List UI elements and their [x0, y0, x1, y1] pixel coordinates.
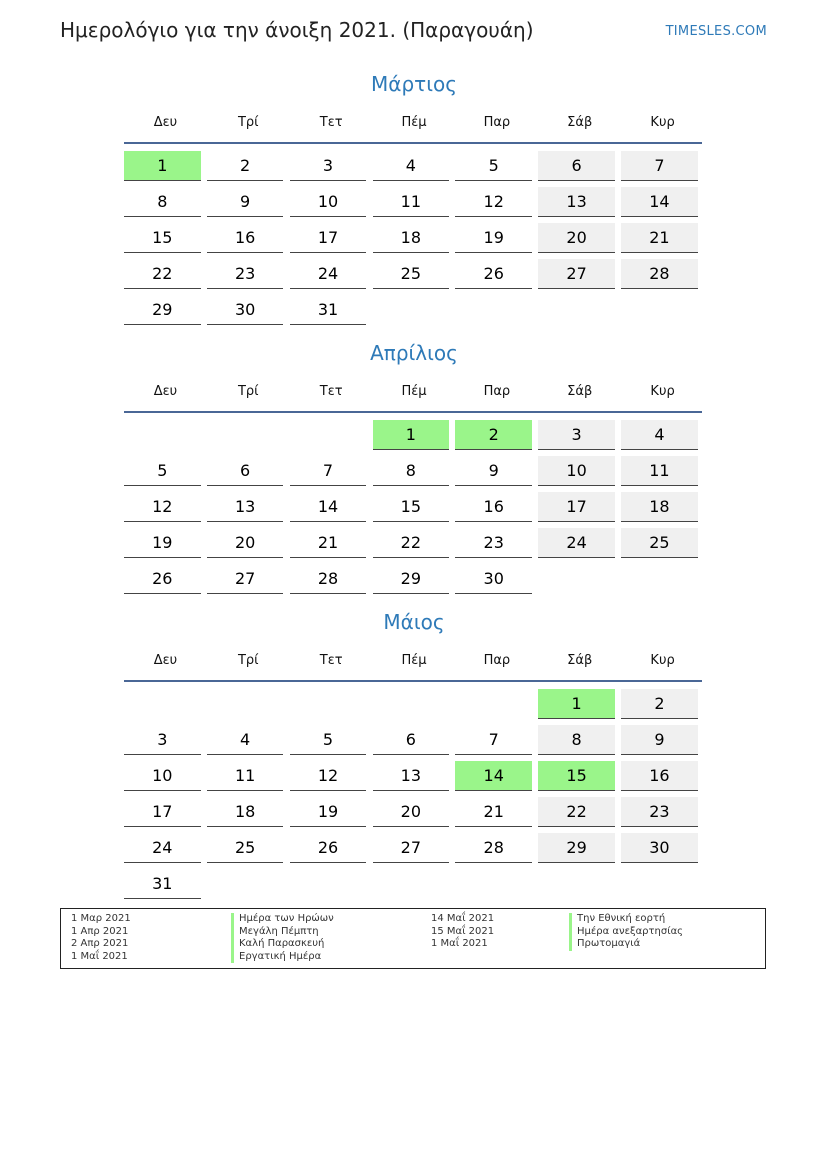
site-name[interactable]: TIMESLES.COM [665, 24, 767, 39]
day-cell[interactable]: 27 [373, 833, 450, 863]
weekday-label: Παρ [483, 652, 511, 668]
legend-holiday-name: Ημέρα των Ηρώων [231, 913, 334, 926]
weekday-label: Τετ [319, 652, 343, 668]
empty-day-cell [538, 295, 615, 324]
week-row [124, 222, 704, 258]
legend-date: 1 Μαΐ 2021 [71, 950, 128, 962]
day-cell[interactable]: 21 [621, 223, 698, 253]
weekday-label: Πέμ [401, 652, 427, 668]
month-block [124, 70, 704, 330]
empty-day-cell [207, 420, 284, 449]
weekday-label: Τρί [237, 114, 259, 130]
day-cell[interactable]: 25 [621, 528, 698, 558]
day-cell[interactable]: 11 [621, 456, 698, 486]
day-cell[interactable]: 12 [290, 761, 367, 791]
weekday-label: Τρί [237, 383, 259, 399]
empty-day-cell [538, 869, 615, 898]
month-name: Μάιος [383, 610, 445, 634]
day-cell[interactable]: 19 [124, 528, 201, 558]
weekday-label: Σάβ [567, 383, 593, 399]
day-cell[interactable]: 24 [538, 528, 615, 558]
holiday-legend [60, 908, 766, 969]
day-cell[interactable]: 16 [455, 492, 532, 522]
day-cell[interactable]: 4 [621, 420, 698, 450]
day-cell[interactable]: 1 [124, 151, 201, 181]
day-cell[interactable]: 28 [621, 259, 698, 289]
day-cell[interactable]: 17 [124, 797, 201, 827]
weekday-label: Κυρ [650, 114, 675, 130]
weekday-label: Πέμ [401, 383, 427, 399]
day-cell[interactable]: 23 [207, 259, 284, 289]
empty-day-cell [455, 295, 532, 324]
week-row [124, 527, 704, 563]
weekday-label: Τετ [319, 383, 343, 399]
empty-day-cell [621, 295, 698, 324]
legend-date: 15 Μαΐ 2021 [431, 925, 495, 937]
day-cell[interactable]: 12 [124, 492, 201, 522]
week-row [124, 294, 704, 330]
day-cell[interactable]: 6 [373, 725, 450, 755]
empty-day-cell [124, 689, 201, 718]
day-cell[interactable]: 8 [124, 187, 201, 217]
weekday-header [124, 644, 704, 676]
day-cell[interactable]: 5 [124, 456, 201, 486]
day-cell[interactable]: 14 [290, 492, 367, 522]
day-cell[interactable]: 3 [538, 420, 615, 450]
day-cell[interactable]: 1 [373, 420, 450, 450]
day-cell[interactable]: 14 [455, 761, 532, 791]
legend-holiday-name: Ημέρα ανεξαρτησίας [569, 926, 683, 939]
week-row [124, 688, 704, 724]
day-cell[interactable]: 30 [455, 564, 532, 594]
day-cell[interactable]: 9 [621, 725, 698, 755]
day-cell[interactable]: 29 [538, 833, 615, 863]
day-cell[interactable]: 17 [538, 492, 615, 522]
day-cell[interactable]: 23 [455, 528, 532, 558]
week-row [124, 796, 704, 832]
legend-date: 1 Μαΐ 2021 [431, 938, 488, 949]
day-cell[interactable]: 19 [455, 223, 532, 253]
weekday-label: Σάβ [567, 114, 593, 130]
weekday-label: Σάβ [567, 652, 593, 668]
day-cell[interactable]: 9 [207, 187, 284, 217]
week-row [124, 150, 704, 186]
empty-day-cell [455, 689, 532, 718]
week-row [124, 491, 704, 527]
day-cell[interactable]: 15 [538, 761, 615, 791]
day-cell[interactable]: 7 [290, 456, 367, 486]
day-cell[interactable]: 28 [290, 564, 367, 594]
legend-date: 2 Απρ 2021 [71, 938, 129, 949]
day-cell[interactable]: 13 [538, 187, 615, 217]
week-row [124, 724, 704, 760]
empty-day-cell [124, 420, 201, 449]
weekday-label: Παρ [483, 383, 511, 399]
legend-holiday-name: Καλή Παρασκευή [231, 938, 334, 951]
month-block [124, 339, 704, 599]
weekday-label: Κυρ [650, 383, 675, 399]
day-cell[interactable]: 26 [290, 833, 367, 863]
day-cell[interactable]: 16 [207, 223, 284, 253]
empty-day-cell [290, 689, 367, 718]
empty-day-cell [538, 564, 615, 593]
day-cell[interactable]: 28 [455, 833, 532, 863]
day-cell[interactable]: 6 [207, 456, 284, 486]
page-title: Ημερολόγιο για την άνοιξη 2021. (Παραγουάη) [60, 18, 534, 42]
week-row [124, 832, 704, 868]
week-row [124, 563, 704, 599]
day-cell[interactable]: 21 [290, 528, 367, 558]
day-cell[interactable]: 9 [455, 456, 532, 486]
day-cell[interactable]: 10 [290, 187, 367, 217]
day-cell[interactable]: 2 [455, 420, 532, 450]
weekday-label: Πέμ [401, 114, 427, 130]
day-cell[interactable]: 14 [621, 187, 698, 217]
day-cell[interactable]: 17 [290, 223, 367, 253]
day-cell[interactable]: 10 [538, 456, 615, 486]
day-cell[interactable]: 22 [373, 528, 450, 558]
header-divider [124, 680, 702, 682]
weekday-label: Παρ [483, 114, 511, 130]
day-cell[interactable]: 8 [538, 725, 615, 755]
legend-date: 14 Μαΐ 2021 [431, 913, 495, 924]
day-cell[interactable]: 5 [455, 151, 532, 181]
weekday-header [124, 375, 704, 407]
day-cell[interactable]: 27 [538, 259, 615, 289]
month-name: Απρίλιος [370, 341, 458, 365]
weekday-label: Τετ [319, 114, 343, 130]
week-row [124, 868, 704, 904]
day-cell[interactable]: 23 [621, 797, 698, 827]
legend-date: 1 Απρ 2021 [71, 925, 129, 937]
legend-holiday-name: Πρωτομαγιά [569, 938, 683, 951]
empty-day-cell [621, 869, 698, 898]
week-row [124, 419, 704, 455]
day-cell[interactable]: 3 [124, 725, 201, 755]
day-cell[interactable]: 3 [290, 151, 367, 181]
month-block [124, 608, 704, 904]
weekday-label: Δευ [153, 652, 178, 668]
day-cell[interactable]: 21 [455, 797, 532, 827]
empty-day-cell [290, 869, 367, 898]
empty-day-cell [373, 869, 450, 898]
day-cell[interactable]: 27 [207, 564, 284, 594]
day-cell[interactable]: 18 [207, 797, 284, 827]
legend-holiday-name: Εργατική Ημέρα [231, 951, 334, 964]
day-cell[interactable]: 22 [538, 797, 615, 827]
day-cell[interactable]: 22 [124, 259, 201, 289]
day-cell[interactable]: 30 [207, 295, 284, 325]
day-cell[interactable]: 2 [207, 151, 284, 181]
day-cell[interactable]: 18 [621, 492, 698, 522]
day-cell[interactable]: 15 [373, 492, 450, 522]
day-cell[interactable]: 6 [538, 151, 615, 181]
weekday-label: Δευ [153, 114, 178, 130]
weekday-label: Δευ [153, 383, 178, 399]
header-divider [124, 411, 702, 413]
day-cell[interactable]: 18 [373, 223, 450, 253]
day-cell[interactable]: 16 [621, 761, 698, 791]
day-cell[interactable]: 20 [207, 528, 284, 558]
day-cell[interactable]: 19 [290, 797, 367, 827]
empty-day-cell [207, 689, 284, 718]
day-cell[interactable]: 2 [621, 689, 698, 719]
empty-day-cell [373, 689, 450, 718]
day-cell[interactable]: 8 [373, 456, 450, 486]
day-cell[interactable]: 7 [621, 151, 698, 181]
day-cell[interactable]: 25 [373, 259, 450, 289]
day-cell[interactable]: 25 [207, 833, 284, 863]
legend-holiday-name: Την Εθνική εορτή [569, 913, 683, 926]
header-divider [124, 142, 702, 144]
weekday-label: Τρί [237, 652, 259, 668]
day-cell[interactable]: 24 [124, 833, 201, 863]
day-cell[interactable]: 5 [290, 725, 367, 755]
legend-holiday-name: Μεγάλη Πέμπτη [231, 926, 334, 939]
day-cell[interactable]: 11 [373, 187, 450, 217]
empty-day-cell [455, 869, 532, 898]
day-cell[interactable]: 29 [373, 564, 450, 594]
empty-day-cell [621, 564, 698, 593]
day-cell[interactable]: 15 [124, 223, 201, 253]
day-cell[interactable]: 1 [538, 689, 615, 719]
day-cell[interactable]: 24 [290, 259, 367, 289]
empty-day-cell [373, 295, 450, 324]
week-row [124, 760, 704, 796]
day-cell[interactable]: 26 [455, 259, 532, 289]
day-cell[interactable]: 31 [290, 295, 367, 325]
week-row [124, 186, 704, 222]
day-cell[interactable]: 11 [207, 761, 284, 791]
weekday-header [124, 106, 704, 138]
day-cell[interactable]: 13 [373, 761, 450, 791]
day-cell[interactable]: 29 [124, 295, 201, 325]
week-row [124, 455, 704, 491]
day-cell[interactable]: 10 [124, 761, 201, 791]
legend-date: 1 Μαρ 2021 [71, 913, 131, 924]
week-row [124, 258, 704, 294]
day-cell[interactable]: 4 [373, 151, 450, 181]
day-cell[interactable]: 31 [124, 869, 201, 899]
month-name: Μάρτιος [371, 72, 457, 96]
day-cell[interactable]: 30 [621, 833, 698, 863]
day-cell[interactable]: 20 [373, 797, 450, 827]
weekday-label: Κυρ [650, 652, 675, 668]
day-cell[interactable]: 4 [207, 725, 284, 755]
day-cell[interactable]: 7 [455, 725, 532, 755]
empty-day-cell [207, 869, 284, 898]
day-cell[interactable]: 26 [124, 564, 201, 594]
empty-day-cell [290, 420, 367, 449]
day-cell[interactable]: 20 [538, 223, 615, 253]
day-cell[interactable]: 12 [455, 187, 532, 217]
day-cell[interactable]: 13 [207, 492, 284, 522]
